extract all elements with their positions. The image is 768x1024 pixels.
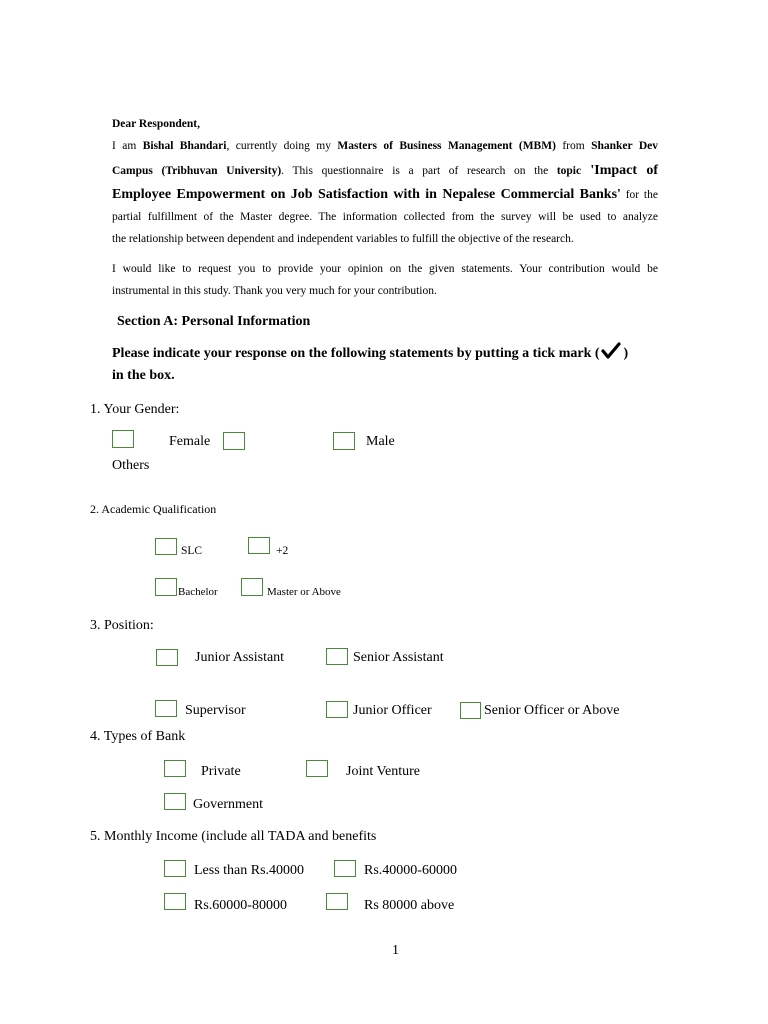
question-income: 5. Monthly Income (include all TADA and benefits	[90, 829, 377, 844]
option-others: Others	[112, 458, 150, 473]
instruction-line-2: in the box.	[112, 368, 175, 383]
intro-text: from	[555, 140, 592, 152]
checkbox-slc[interactable]	[155, 538, 177, 555]
option-male: Male	[366, 434, 395, 449]
checkbox-bachelor[interactable]	[155, 578, 177, 596]
option-income-lt-40000: Less than Rs.40000	[194, 863, 305, 878]
checkbox-joint-venture[interactable]	[306, 760, 328, 777]
checkbox-plus2[interactable]	[248, 537, 270, 554]
option-junior-officer: Junior Officer	[353, 703, 432, 718]
degree-name: Masters of Business Management (MBM)	[337, 140, 556, 152]
check-mark-icon	[601, 342, 621, 360]
question-academic: 2. Academic Qualification	[90, 502, 217, 516]
checkbox-senior-officer[interactable]	[460, 702, 481, 719]
instruction-line-1	[112, 342, 628, 362]
checkbox-income-60000-80000[interactable]	[164, 893, 186, 910]
option-plus2: +2	[276, 545, 289, 557]
intro-line-2	[112, 160, 658, 182]
option-private: Private	[201, 764, 241, 779]
intro-para2-line-1: I would like to request you to provide your opinion on the given statements. Your contribution would be	[112, 263, 658, 275]
checkbox-supervisor[interactable]	[155, 700, 177, 717]
topic-title: Employee Empowerment on Job Satisfaction with in Nepalese Commercial Banks'	[112, 187, 621, 202]
intro-line-3	[112, 184, 658, 206]
campus-name: Campus (Tribhuvan University)	[112, 165, 282, 177]
intro-text: , currently doing my	[226, 140, 338, 152]
intro-text: I am	[112, 140, 143, 152]
option-master: Master or Above	[267, 586, 341, 598]
option-joint-venture: Joint Venture	[346, 764, 421, 779]
topic-label: topic	[556, 165, 582, 177]
option-income-60000-80000: Rs.60000-80000	[194, 898, 287, 913]
checkbox-junior-assistant[interactable]	[156, 649, 178, 666]
checkbox-junior-officer[interactable]	[326, 701, 348, 718]
intro-line-4: partial fulfillment of the Master degree. The information collected from the survey will be used to analyze	[112, 211, 658, 223]
option-income-40000-60000: Rs.40000-60000	[364, 863, 457, 878]
checkbox-female[interactable]	[112, 430, 134, 448]
checkbox-master[interactable]	[241, 578, 263, 596]
checkbox-male[interactable]	[333, 432, 355, 450]
option-bachelor: Bachelor	[178, 586, 218, 598]
intro-line-5: the relationship between dependent and independent variables to fulfill the objective of the research.	[112, 233, 574, 245]
campus-name: Shanker Dev	[591, 140, 658, 152]
instruction-text: )	[623, 346, 629, 361]
option-female: Female	[169, 434, 211, 449]
intro-para2-line-2: instrumental in this study. Thank you very much for your contribution.	[112, 285, 437, 297]
option-income-80000-above: Rs 80000 above	[364, 898, 455, 913]
checkbox-private[interactable]	[164, 760, 186, 777]
intro-text: . This questionnaire is a part of research on the	[281, 165, 557, 177]
salutation: Dear Respondent,	[112, 118, 200, 130]
checkbox-income-40000-60000[interactable]	[334, 860, 356, 877]
topic-title: 'Impact of	[581, 163, 658, 178]
checkbox-government[interactable]	[164, 793, 186, 810]
checkbox-others[interactable]	[223, 432, 245, 450]
question-position: 3. Position:	[90, 618, 154, 633]
checkbox-income-80000-above[interactable]	[326, 893, 348, 910]
intro-line-1	[112, 135, 658, 157]
section-title: Section A: Personal Information	[117, 314, 311, 329]
checkbox-senior-assistant[interactable]	[326, 648, 348, 665]
intro-text: for the	[620, 189, 658, 201]
checkbox-income-lt-40000[interactable]	[164, 860, 186, 877]
instruction-text: Please indicate your response on the following statements by putting a tick mark (	[112, 346, 600, 361]
page-number: 1	[392, 943, 399, 958]
option-supervisor: Supervisor	[185, 703, 246, 718]
option-slc: SLC	[181, 545, 203, 557]
question-bank-type: 4. Types of Bank	[90, 729, 186, 744]
option-senior-assistant: Senior Assistant	[353, 650, 444, 665]
option-junior-assistant: Junior Assistant	[195, 650, 285, 665]
option-senior-officer: Senior Officer or Above	[484, 703, 620, 718]
option-government: Government	[193, 797, 263, 812]
question-gender: 1. Your Gender:	[90, 402, 180, 417]
author-name: Bishal Bhandari	[142, 140, 227, 152]
